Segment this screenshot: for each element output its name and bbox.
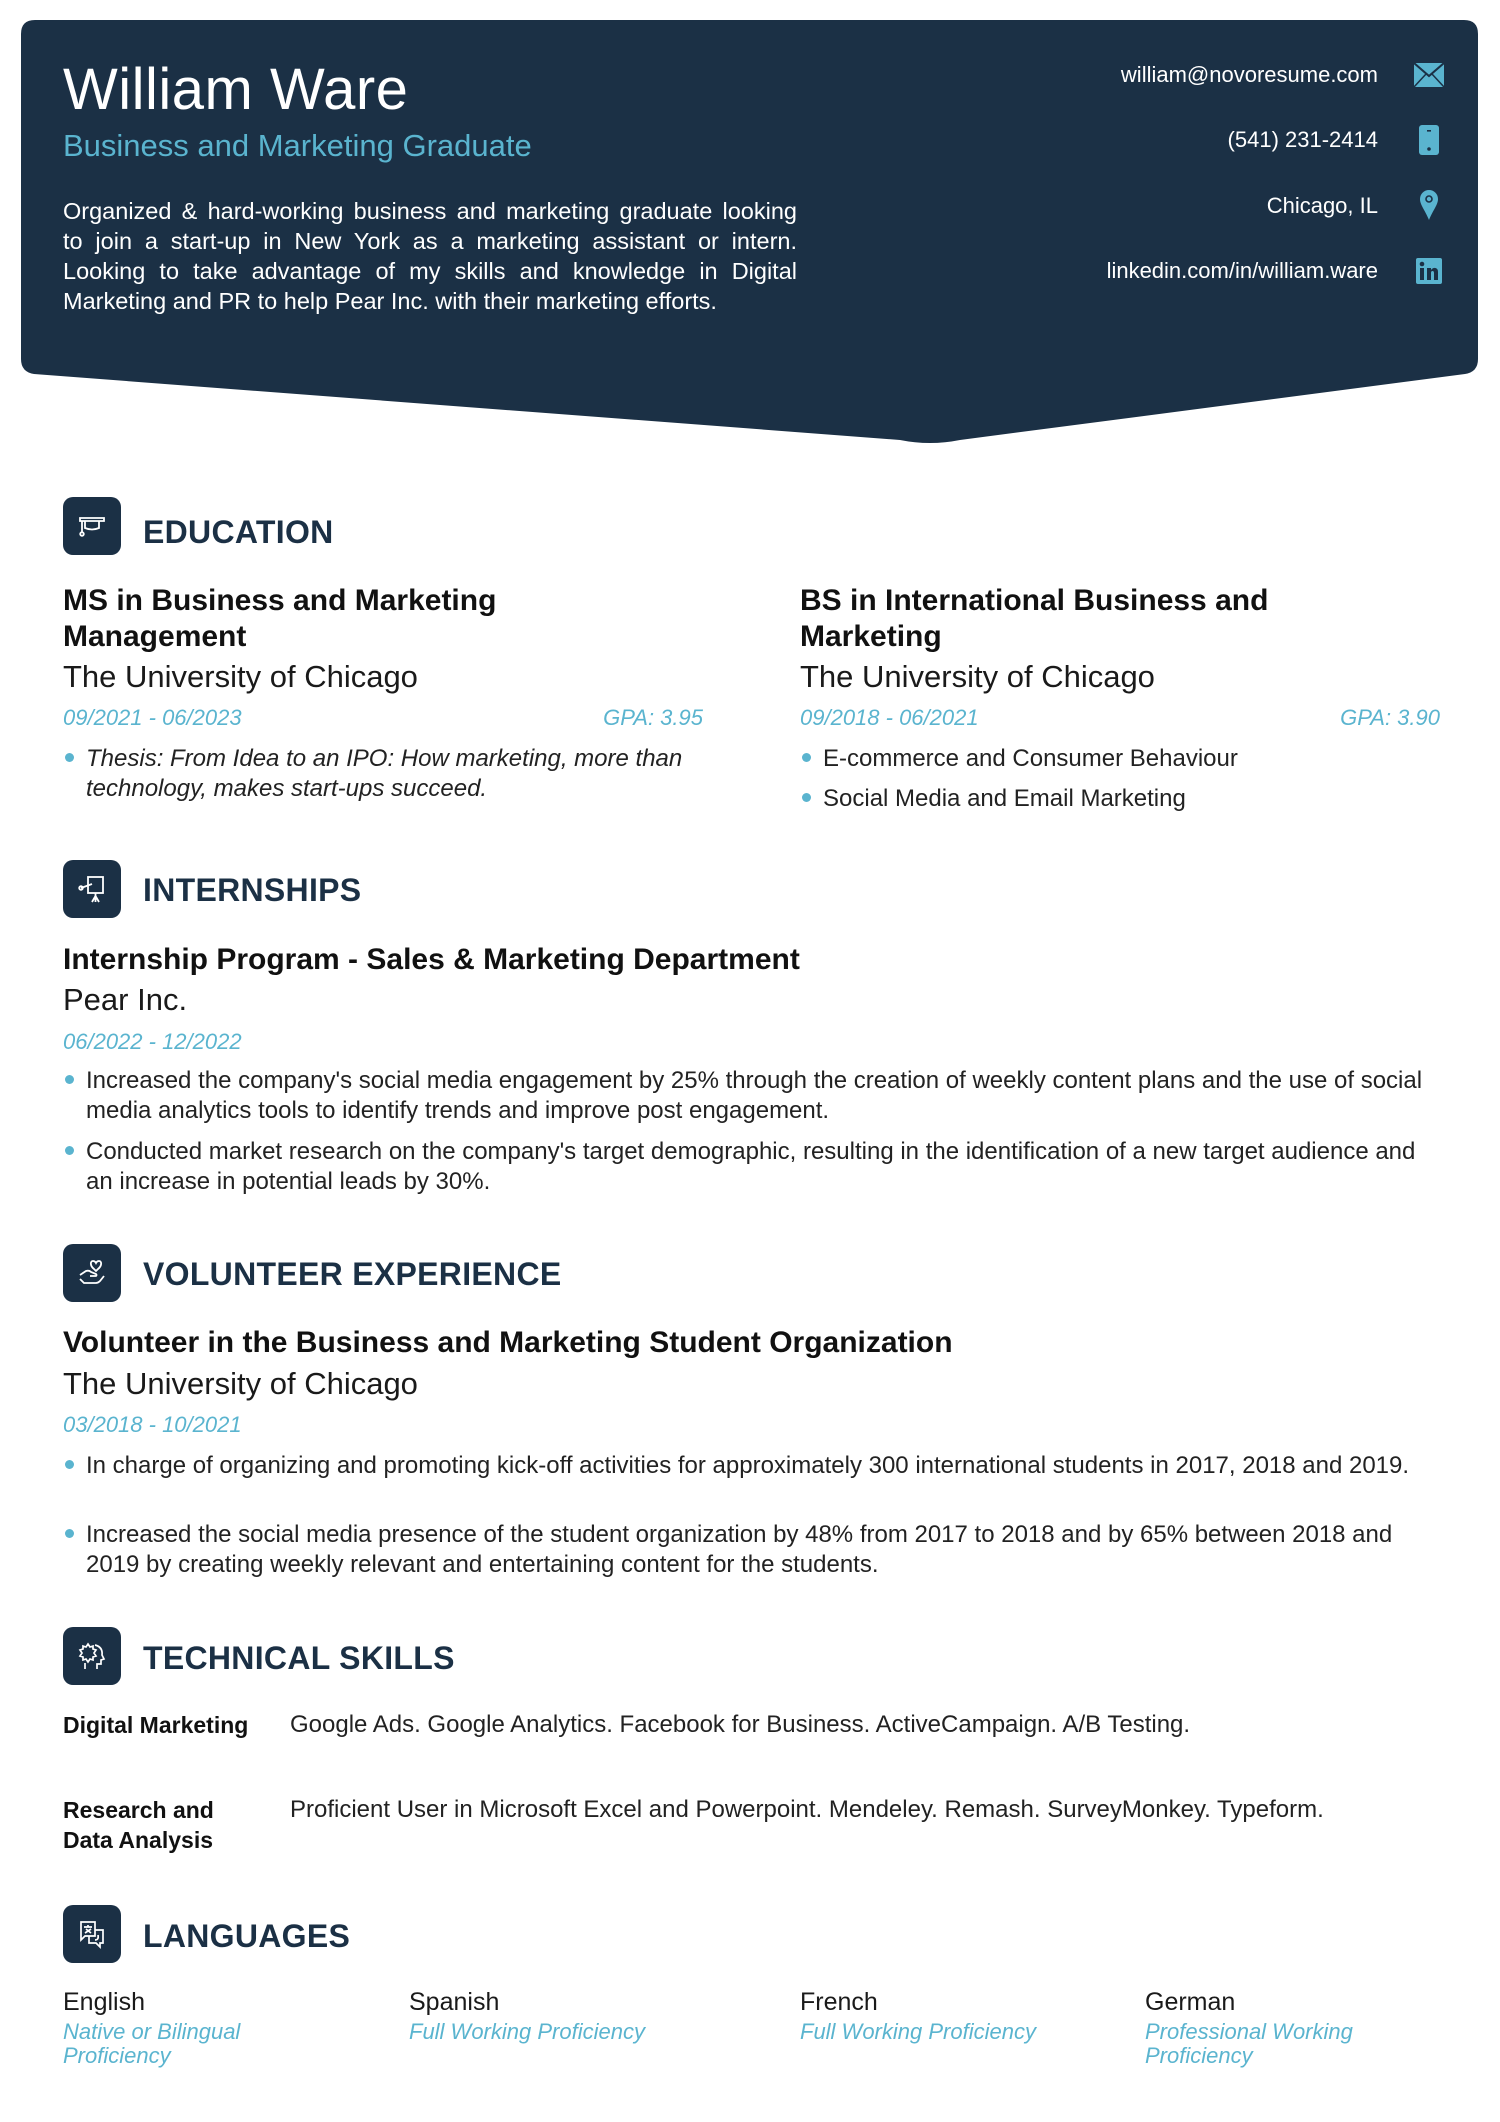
contact-linkedin[interactable]: linkedin.com/in/william.ware [1106, 258, 1378, 283]
linkedin-icon [1414, 256, 1444, 286]
degree-title-line1: MS in Business and Marketing [63, 584, 497, 617]
candidate-title: Business and Marketing Graduate [63, 128, 532, 163]
degree-title-line2: Marketing [800, 620, 942, 653]
section-title-internships: INTERNSHIPS [143, 872, 362, 908]
school-name: The University of Chicago [800, 659, 1155, 694]
location-pin-icon [1414, 190, 1444, 220]
candidate-name: William Ware [63, 57, 409, 122]
internship-bullet: Conducted market research on the company's target demographic, resulting in the identification of a new target audience and an increase in potential leads by 30%. [63, 1137, 1448, 1197]
education-gpa: GPA: 3.95 [603, 705, 703, 730]
skill-category-label: Digital Marketing [63, 1712, 249, 1738]
language-level: Full Working Proficiency [800, 2019, 1036, 2044]
skill-category-value: Proficient User in Microsoft Excel and Powerpoint. Mendeley. Remash. SurveyMonkey. Typeform. [290, 1796, 1324, 1823]
volunteer-role: Volunteer in the Business and Marketing Student Organization [63, 1326, 953, 1359]
language-name: German [1145, 1988, 1236, 2016]
section-title-volunteer: VOLUNTEER EXPERIENCE [143, 1256, 562, 1292]
volunteer-dates: 03/2018 - 10/2021 [63, 1412, 242, 1437]
internship-bullet: Increased the company's social media engagement by 25% through the creation of weekly content plans and the use of social media analytics tools to identify trends and improve post engagement. [63, 1066, 1448, 1126]
head-gear-icon [63, 1627, 121, 1685]
language-name: English [63, 1988, 145, 2016]
envelope-icon [1414, 60, 1444, 90]
education-dates: 09/2018 - 06/2021 [800, 705, 979, 730]
degree-title [63, 583, 496, 655]
education-bullet: E-commerce and Consumer Behaviour [800, 744, 1440, 774]
volunteer-bullet: In charge of organizing and promoting kick-off activities for approximately 300 international students in 2017, 2018 and 2019. [63, 1451, 1448, 1481]
contact-location: Chicago, IL [1266, 193, 1378, 218]
degree-title [800, 583, 1268, 655]
language-level: Full Working Proficiency [409, 2019, 645, 2044]
skill-category-value: Google Ads. Google Analytics. Facebook for Business. ActiveCampaign. A/B Testing. [290, 1711, 1191, 1738]
degree-title-line2: Management [63, 620, 247, 653]
school-name: The University of Chicago [63, 659, 418, 694]
internship-role: Internship Program - Sales & Marketing Department [63, 943, 800, 976]
language-name: Spanish [409, 1988, 500, 2016]
skill-category-label: Research and Data Analysis [63, 1797, 214, 1853]
degree-title-line1: BS in International Business and [800, 584, 1269, 617]
phone-icon [1414, 125, 1444, 155]
language-name: French [800, 1988, 878, 2016]
language-level: Professional Working Proficiency [1145, 2019, 1353, 2068]
contact-email[interactable]: william@novoresume.com [1120, 62, 1378, 87]
internship-dates: 06/2022 - 12/2022 [63, 1029, 242, 1054]
translate-icon [63, 1905, 121, 1963]
summary-text: Organized & hard-working business and marketing graduate looking to join a start-up in New York as a marketing assistant or intern. Looking to take advantage of my skills and knowledge in Digital Marketing and PR to help Pear Inc. with their marketing efforts. [63, 198, 797, 314]
volunteer-bullet: Increased the social media presence of the student organization by 48% from 2017 to 2018 and by 65% between 2018 and 2019 by creating weekly relevant and entertaining content for the students. [63, 1520, 1448, 1580]
section-title-languages: LANGUAGES [143, 1918, 351, 1954]
graduation-cap-icon [63, 497, 121, 555]
education-bullet: Social Media and Email Marketing [800, 784, 1440, 814]
section-title-skills: TECHNICAL SKILLS [143, 1640, 455, 1676]
contact-phone[interactable]: (541) 231-2414 [1227, 127, 1378, 152]
section-title-education: EDUCATION [143, 514, 334, 550]
volunteer-org: The University of Chicago [63, 1366, 418, 1401]
education-gpa: GPA: 3.90 [1340, 705, 1440, 730]
education-bullet: Thesis: From Idea to an IPO: How marketing, more than technology, makes start-ups succeed. [63, 744, 703, 804]
presentation-board-icon [63, 860, 121, 918]
hand-heart-icon [63, 1244, 121, 1302]
internship-company: Pear Inc. [63, 982, 188, 1017]
education-dates: 09/2021 - 06/2023 [63, 705, 242, 730]
language-level: Native or Bilingual Proficiency [63, 2019, 241, 2068]
